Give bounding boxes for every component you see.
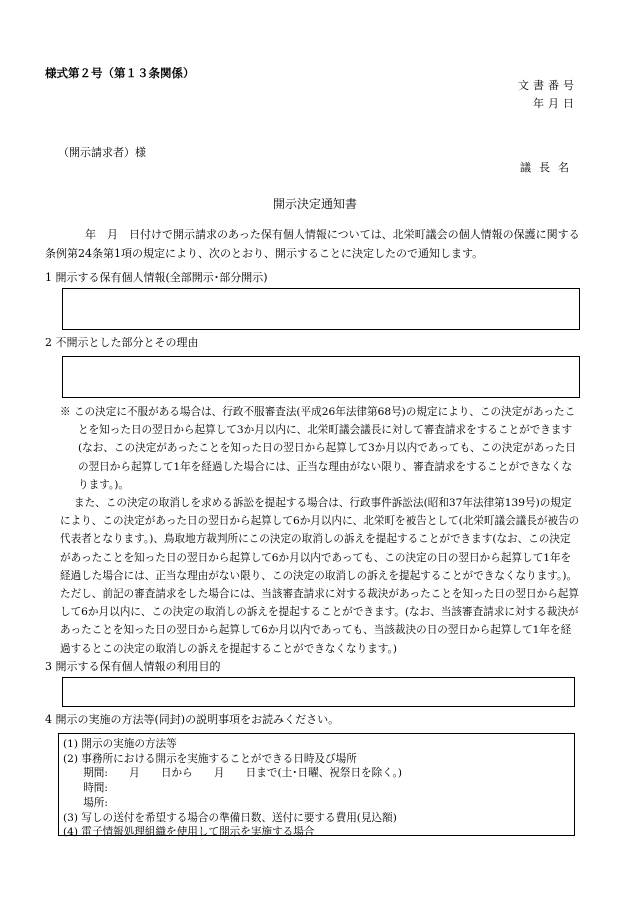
section-3-box[interactable] [62,677,575,707]
appeal-notice-para-1: ※ この決定に不服がある場合は、行政不服審査法(平成26年法律第68号)の規定により、この決定があったことを知った日の翌日から起算して3か月以内に、北栄町議会議長に対して審査請求をすることができます(なお、この決定があったことを知った日の翌日から起算して3か月以内であっても、この決定があった日の翌日から起算して1年を経過した場合には、正当な理由がない限り、審査請求をすることができなくなります。)。 [60,406,576,491]
method-line-3: 期間: 月 日から 月 日まで(土･日曜、祝祭日を除く。) [63,767,403,780]
form-number: 様式第２号（第１３条関係） [45,66,195,80]
method-line-7: (4) 電子情報処理組織を使用して開示を実施する場合 [63,826,315,839]
section-2-box[interactable] [62,356,580,398]
sender-chairperson: 議長名 [520,161,577,174]
section-1-box[interactable] [62,288,580,330]
appeal-notice-para-2: また、この決定の取消しを求める訴訟を提起する場合は、行政事件訴訟法(昭和37年法律第139号)の規定により、この決定があった日の翌日から起算して6か月以内に、北栄町を被告として(北栄町議会議長が被告の代表者となります。)、鳥取地方裁判所にこの決定の取消しの訴えを提起することができます(なお、この決定があったことを知った日の翌日から起算して6か月以内であっても、この決定の日の翌日から起算して1年を経過した場合には、正当な理由がない限り、この決定の取消しの訴えを提起することができなくなります。)。ただし、前記の審査請求をした場合には、当該審査請求に対する裁決があったことを知った日の翌日から起算して6か月以内に、この決定の取消しの訴えを提起することができます。(なお、当該審査請求に対する裁決があったことを知った日の翌日から起算して6か月以内であっても、当該裁決の日の翌日から起算して1年を経過するとこの決定の取消しの訴えを提起することができなくなります。) [60,497,580,655]
intro-paragraph: 年 月 日付けで開示請求のあった保有個人情報については、北栄町議会の個人情報の保護に関する条例第24条第1項の規定により、次のとおり、開示することに決定したので通知します。 [45,228,580,260]
method-box [58,733,575,839]
method-line-4: 時間: [63,782,108,795]
section-1-heading: 1 開示する保有個人情報(全部開示･部分開示) [45,271,268,284]
method-line-1: (1) 開示の実施の方法等 [63,738,177,750]
addressee: （開示請求者）様 [58,146,146,159]
date-label: 年月日 [533,97,578,110]
section-3-heading: 3 開示する保有個人情報の利用目的 [45,660,221,673]
document-title: 開示決定通知書 [272,197,357,211]
method-line-5: 場所: [63,796,108,809]
section-2-heading: 2 不開示とした部分とその理由 [45,336,199,349]
method-line-2: (2) 事務所における開示を実施することができる日時及び場所 [63,752,357,765]
document-number-label: 文書番号 [518,79,578,92]
method-line-6: (3) 写しの送付を希望する場合の準備日数、送付に要する費用(見込額) [63,811,397,824]
appeal-notice [60,403,580,658]
section-4-heading: 4 開示の実施の方法等(同封)の説明事項をお読みください。 [45,713,340,726]
